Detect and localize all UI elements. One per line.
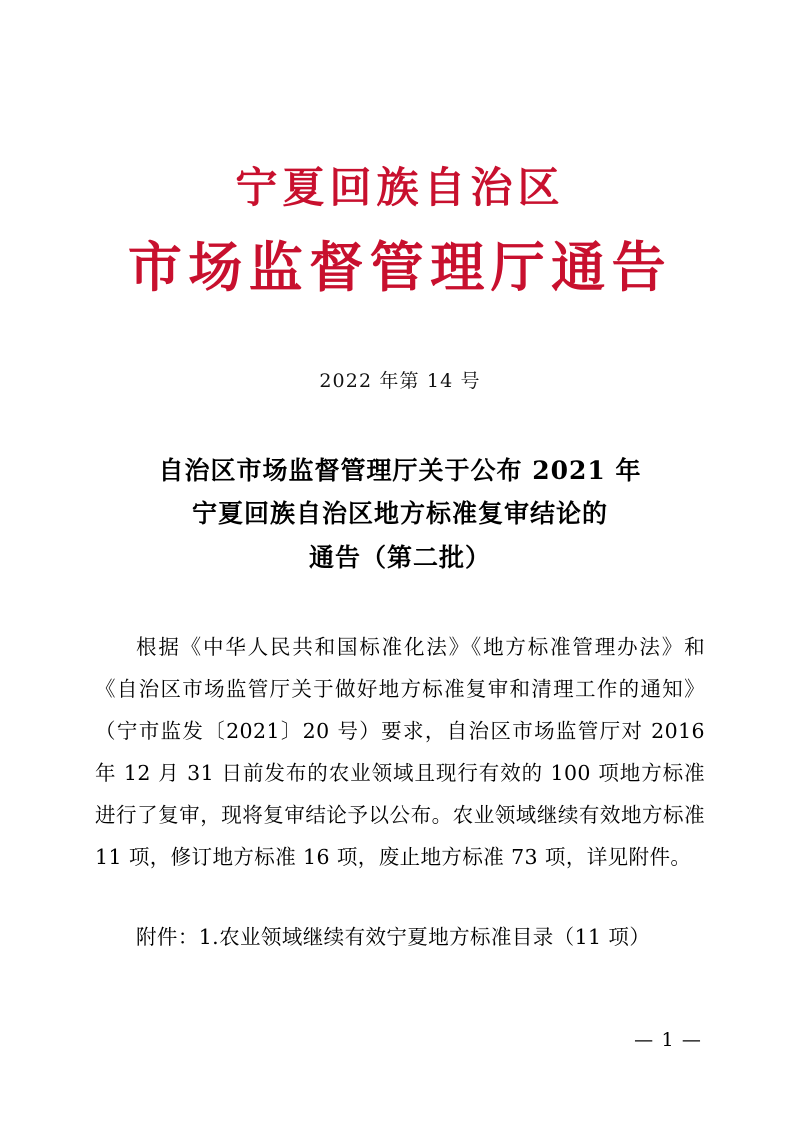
page-number: — 1 — — [634, 1029, 702, 1051]
attachment-list: 附件：1.农业领域继续有效宁夏地方标准目录（11 项） — [136, 924, 651, 949]
page-title-line-3: 通告（第二批） — [308, 543, 491, 573]
page-title-line-2: 宁夏回族自治区地方标准复审结论的 — [191, 499, 608, 529]
issue-number: 2022 年第 14 号 — [319, 369, 481, 392]
issuing-authority-region: 宁夏回族自治区 — [235, 163, 565, 212]
document-header — [0, 0, 800, 304]
page-title-line-1: 自治区市场监督管理厅关于公布 2021 年 — [158, 455, 642, 485]
page-title — [0, 449, 800, 580]
document-body — [95, 626, 705, 878]
issuing-authority-name: 市场监督管理厅通告 — [127, 234, 673, 299]
body-paragraph-1: 根据《中华人民共和国标准化法》《地方标准管理办法》和《自治区市场监管厅关于做好地方标准复审和清理工作的通知》（宁市监发〔2021〕20 号）要求，自治区市场监管厅对 2016 年 12 月 31 日前发布的农业领域且现行有效的 100 项地方标准进行了复审，现将复审结论予以公布。农业领域继续有效地方标准 11 项，修订地方标准 16 项，废止地方标准 73 项，详见附件。 — [95, 634, 705, 869]
